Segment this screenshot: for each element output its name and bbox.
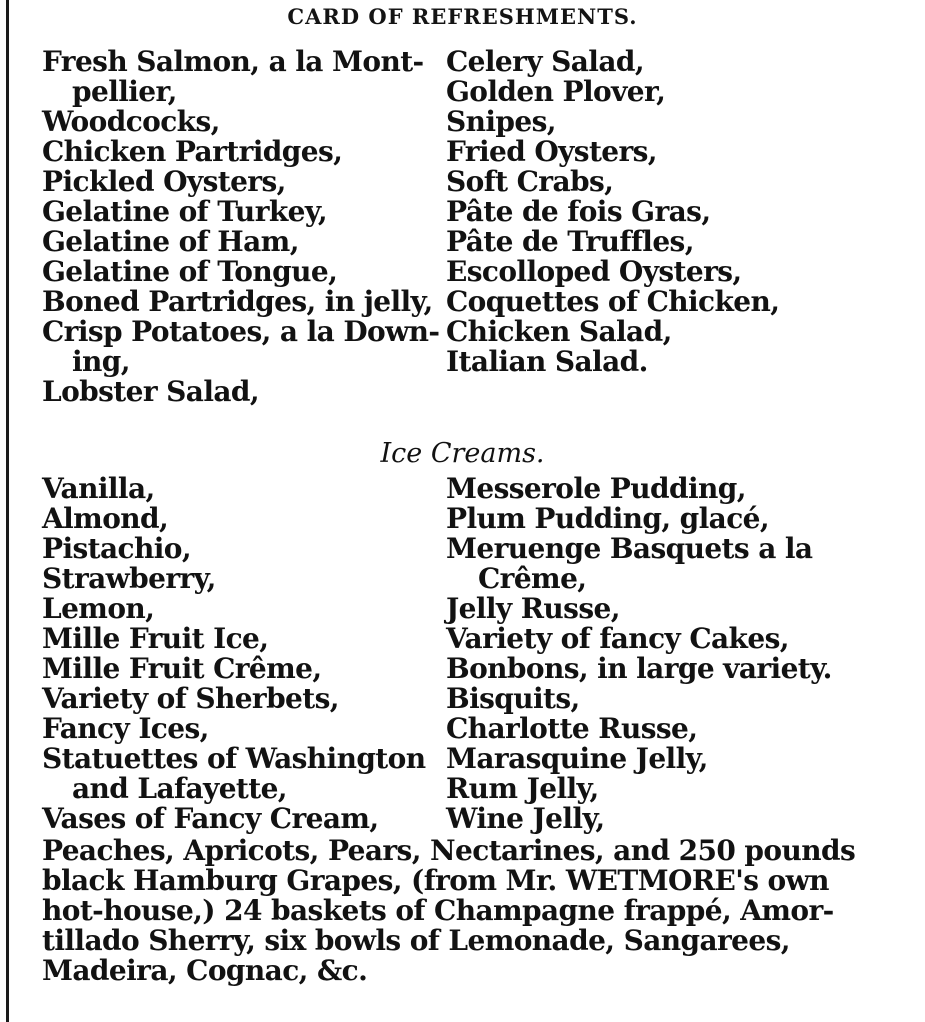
menu-item: Marasquine Jelly, bbox=[446, 742, 708, 775]
menu-item: Golden Plover, bbox=[446, 75, 666, 108]
menu-item: Woodcocks, bbox=[42, 105, 220, 138]
paragraph-line: black Hamburg Grapes, (from Mr. WETMORE's own bbox=[42, 864, 829, 897]
menu-item: Crême, bbox=[478, 562, 587, 595]
closing-paragraph bbox=[42, 834, 856, 987]
menu-item: Pâte de Truffles, bbox=[446, 225, 694, 258]
menu-item: Celery Salad, bbox=[446, 45, 644, 78]
menu-item: Mille Fruit Crême, bbox=[42, 652, 322, 685]
menu-item: Boned Partridges, in jelly, bbox=[42, 285, 433, 318]
menu-item: Fried Oysters, bbox=[446, 135, 657, 168]
menu-item: Wine Jelly, bbox=[446, 802, 605, 835]
column-rule bbox=[6, 0, 9, 1022]
menu-item: Variety of Sherbets, bbox=[42, 682, 339, 715]
paragraph-line: hot-house,) 24 baskets of Champagne frappé, Amor- bbox=[42, 894, 834, 927]
paragraph-line: Madeira, Cognac, &c. bbox=[42, 954, 368, 987]
menu-item: Statuettes of Washington bbox=[42, 742, 426, 775]
menu-item: Vases of Fancy Cream, bbox=[42, 802, 379, 835]
menu-item: Snipes, bbox=[446, 105, 556, 138]
menu-item: Chicken Partridges, bbox=[42, 135, 343, 168]
menu-item: Soft Crabs, bbox=[446, 165, 614, 198]
menu-item: Pickled Oysters, bbox=[42, 165, 286, 198]
menu-item: Bisquits, bbox=[446, 682, 580, 715]
section-heading: Ice Creams. bbox=[380, 438, 545, 469]
menu-item: Crisp Potatoes, a la Down- bbox=[42, 315, 440, 348]
menu-item: Pâte de fois Gras, bbox=[446, 195, 711, 228]
page-title: CARD OF REFRESHMENTS. bbox=[287, 4, 638, 29]
menu-item: Rum Jelly, bbox=[446, 772, 599, 805]
paragraph-line: tillado Sherry, six bowls of Lemonade, Sangarees, bbox=[42, 924, 790, 957]
menu-item: Jelly Russe, bbox=[446, 592, 620, 625]
menu-item: and Lafayette, bbox=[72, 772, 287, 805]
menu-item: Almond, bbox=[42, 502, 169, 535]
menu-item: Gelatine of Tongue, bbox=[42, 255, 338, 288]
menu-item: Meruenge Basquets a la bbox=[446, 532, 813, 565]
menu-item: Escolloped Oysters, bbox=[446, 255, 742, 288]
menu-item: Coquettes of Chicken, bbox=[446, 285, 780, 318]
menu-item: pellier, bbox=[72, 75, 177, 108]
menu-item: Pistachio, bbox=[42, 532, 191, 565]
menu-item: Gelatine of Ham, bbox=[42, 225, 299, 258]
menu-item: Plum Pudding, glacé, bbox=[446, 502, 770, 535]
menu-item: Messerole Pudding, bbox=[446, 472, 746, 505]
menu-item: Strawberry, bbox=[42, 562, 216, 595]
menu-item: Lobster Salad, bbox=[42, 375, 260, 408]
menu-item: Lemon, bbox=[42, 592, 155, 625]
menu-item: ing, bbox=[72, 345, 130, 378]
menu-item: Gelatine of Turkey, bbox=[42, 195, 327, 228]
menu-item: Vanilla, bbox=[42, 472, 155, 505]
menu-item: Mille Fruit Ice, bbox=[42, 622, 269, 655]
menu-item: Chicken Salad, bbox=[446, 315, 672, 348]
menu-item: Charlotte Russe, bbox=[446, 712, 698, 745]
menu-item: Variety of fancy Cakes, bbox=[446, 622, 789, 655]
menu-item: Fresh Salmon, a la Mont- bbox=[42, 45, 424, 78]
menu-item: Italian Salad. bbox=[446, 345, 648, 378]
menu-item: Fancy Ices, bbox=[42, 712, 209, 745]
paragraph-line: Peaches, Apricots, Pears, Nectarines, and 250 pounds bbox=[42, 834, 856, 867]
menu-item: Bonbons, in large variety. bbox=[446, 652, 832, 685]
